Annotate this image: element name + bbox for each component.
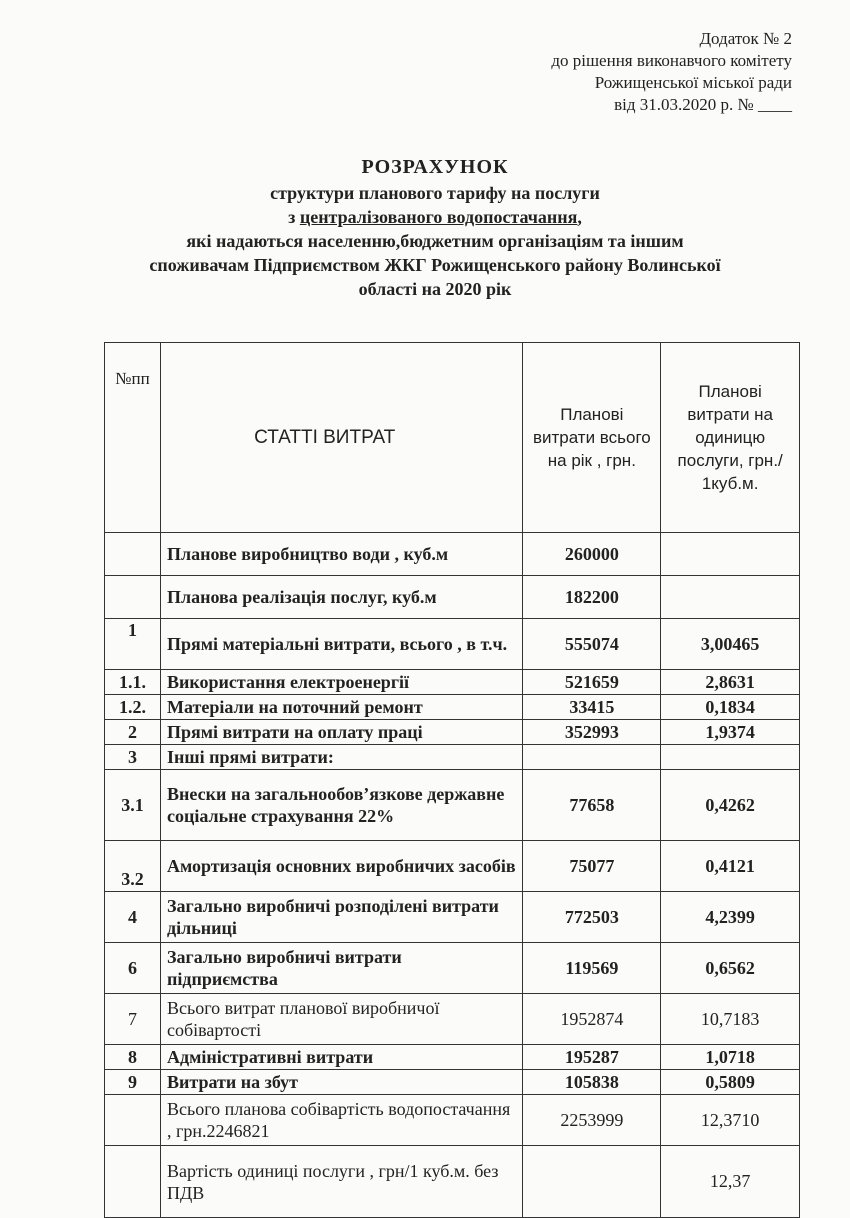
- table-row: 1.1. Використання електроенергії 521659 2,8631: [105, 670, 800, 695]
- header-annual-total: Планові витрати всього на рік , грн.: [523, 343, 661, 533]
- table-row: 1 Прямі матеріальні витрати, всього , в т.ч. 555074 3,00465: [105, 619, 800, 670]
- annex-council: Рожищенської міської ради: [594, 73, 792, 92]
- table-row: 8 Адміністративні витрати 195287 1,0718: [105, 1045, 800, 1070]
- table-row: 3.1 Внески на загальнообов’язкове державне соціальне страхування 22% 77658 0,4262: [105, 770, 800, 841]
- annex-date: від 31.03.2020 р. № ____: [614, 95, 792, 114]
- title-line-3: які надаються населенню,бюджетним організаціям та іншим: [186, 231, 684, 251]
- table-row: Планова реалізація послуг, куб.м 182200: [105, 576, 800, 619]
- table-row: 2 Прямі витрати на оплату праці 352993 1,9374: [105, 720, 800, 745]
- table-row: 1.2. Матеріали на поточний ремонт 33415 0,1834: [105, 695, 800, 720]
- table-row: 3 Інші прямі витрати:: [105, 745, 800, 770]
- table-row: 7 Всього витрат планової виробничої собівартості 1952874 10,7183: [105, 994, 800, 1045]
- title-main: РОЗРАХУНОК: [361, 156, 509, 178]
- annex-decision: до рішення виконавчого комітету: [551, 51, 792, 70]
- table-row: Вартість одиниці послуги , грн/1 куб.м. без ПДВ 12,37: [105, 1146, 800, 1218]
- title-service-underlined: централізованого водопостачання: [299, 207, 578, 227]
- title-line-1: структури планового тарифу на послуги: [270, 183, 600, 203]
- table-row: 9 Витрати на збут 105838 0,5809: [105, 1070, 800, 1095]
- table-row: Всього планова собівартість водопостачання , грн.2246821 2253999 12,3710: [105, 1095, 800, 1146]
- document-title: [95, 155, 775, 301]
- table-header-row: [105, 343, 800, 533]
- table-row: Планове виробництво води , куб.м 260000: [105, 533, 800, 576]
- title-line-5: області на 2020 рік: [358, 279, 512, 299]
- table-row: 4 Загально виробничі розподілені витрати дільниці 772503 4,2399: [105, 892, 800, 943]
- header-cost-items: СТАТТІ ВИТРАТ: [161, 343, 523, 533]
- table-row: 6 Загально виробничі витрати підприємства 119569 0,6562: [105, 943, 800, 994]
- annex-block: [551, 28, 792, 116]
- title-line-4: споживачам Підприємством ЖКГ Рожищенського району Волинської: [149, 255, 721, 275]
- annex-number: Додаток № 2: [699, 29, 792, 48]
- header-num: №пп: [105, 343, 161, 533]
- title-line-2: з централізованого водопостачання,: [288, 207, 582, 227]
- header-unit-cost: Планові витрати на одиницю послуги, грн./ 1куб.м.: [661, 343, 800, 533]
- cost-structure-table: [104, 342, 800, 1218]
- table-row: 3.2 Амортизація основних виробничих засобів 75077 0,4121: [105, 841, 800, 892]
